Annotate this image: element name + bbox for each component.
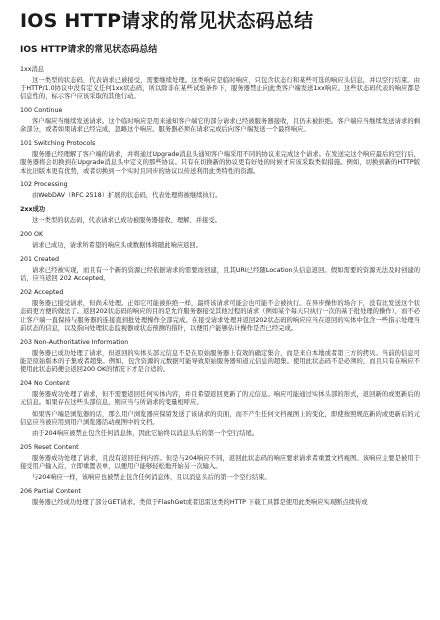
section-paragraph: 这一类型的状态码，代表请求已成功被服务器接收、理解、并接受。	[32, 217, 221, 225]
section-paragraph: 客户端应当继续发送请求。这个临时响应是用来通知客户端它的部分请求已经被服务器接收，且仍未被拒绝。客户端应当继续发送请求的剩余部分，或者如果请求已经完成，忽略这个响应。服务器必须在请求完成后向客户端发送一个最终响应。	[20, 118, 420, 134]
section-heading: 101 Switching Protocols	[20, 139, 96, 147]
document-body	[20, 60, 420, 507]
section-paragraph: 请求已成功，请求所希望的响应头或数据体将随此响应返回。	[32, 242, 203, 250]
section-heading: 205 Reset Content	[20, 443, 79, 451]
section-heading: 201 Created	[20, 255, 59, 263]
section-paragraph: 请求已经被实现，而且有一个新的资源已经依据请求的需要而创建，且其URI已经随Location头信息返回。假如需要的资源无法及时创建的话，应当返回 202 Accepted。	[20, 267, 420, 283]
section-paragraph: 服务器已经理解了客户端的请求，并将通过Upgrade消息头通知客户端采用不同的协议来完成这个请求。在发送完这个响应最后的空行后，服务器将会切换到在Upgrade消息头中定义的那些协议。只有在切换新的协议更有好处的时候才应该采取类似措施。例如，切换到新的HTTP版本比旧版本更有优势，或者切换到一个实时且同步的协议以传送利用此类特性的资源。	[20, 151, 420, 175]
section-paragraph: 服务器成功处理了请求，但不需要返回任何实体内容，并且希望返回更新了的元信息。响应可能通过实体头部的形式，返回新的或更新后的元信息。如果存在这些头部信息，则应当与所请求的变量相呼应。	[20, 391, 420, 407]
section-heading: 100 Continue	[20, 106, 63, 114]
page-title: IOS HTTP请求的常见状态码总结	[20, 10, 314, 32]
document-subtitle: IOS HTTP请求的常见状态码总结	[20, 45, 158, 55]
section-heading: 206 Partial Content	[20, 487, 81, 495]
section-heading: 200 OK	[20, 231, 44, 239]
section-paragraph: 由于204响应被禁止包含任何消息体，因此它始终以消息头后的第一个空行结尾。	[32, 429, 259, 437]
section-heading: 102 Processing	[20, 181, 68, 189]
section-paragraph: 服务器成功处理了请求，且没有返回任何内容。但是与204响应不同，返回此状态码的响应要求请求者重置文档视图。该响应主要是被用于接受用户输入后，立即重置表单，以便用户能够轻松地开始另一次输入。	[20, 454, 420, 471]
section-heading: 203 Non-Authoritative Information	[20, 338, 129, 346]
section-paragraph: 与204响应一样，该响应也被禁止包含任何消息体，且以消息头后的第一个空行结束。	[32, 474, 271, 482]
section-heading: 202 Accepted	[20, 289, 64, 297]
section-heading: 1xx消息	[20, 65, 45, 73]
section-paragraph: 如果客户端是浏览器的话，那么用户浏览器应保留发送了该请求的页面，而不产生任何文档视图上的变化，即使按照规范新的或更新后的元信息应当被应用到用户浏览器活动视图中的文档。	[20, 410, 420, 426]
section-heading: 2xx成功	[20, 206, 46, 214]
section-paragraph: 这一类型的状态码，代表请求已被接受，需要继续处理。这类响应是临时响应，只包含状态行和某些可选的响应头信息，并以空行结束。由于HTTP/1.0协议中没有定义任何1xx状态码，所以除非在某些试验条件下，服务器禁止向此类客户端发送1xx响应。这些状态码代表的响应都是信息性的，标示客户应该采取的其他行动。	[20, 76, 420, 101]
section-paragraph: 服务器已成功处理了请求，但返回的实体头部元信息不是在原始服务器上有效的确定集合，而是来自本地或者第三方的拷贝。当前的信息可能是原始版本的子集或者超集。例如，包含资源的元数据可能导致原始服务器知道元信息的超集。使用此状态码不是必须的，而且只有在响应不使用此状态码便会返回200 OK的情况下才是合适的。	[20, 349, 420, 374]
section-paragraph: 服务器已经成功处理了部分GET请求。类似于FlashGet或者迅雷这类的HTTP 下载工具都是使用此类响应实现断点续传或	[32, 499, 368, 507]
section-paragraph: 由WebDAV（RFC 2518）扩展的状态码，代表处理将被继续执行。	[32, 192, 222, 200]
section-heading: 204 No Content	[20, 379, 70, 387]
section-paragraph: 服务器已接受请求，但尚未处理。正如它可能被拒绝一样，最终该请求可能会也可能不会被执行。在异步操作的场合下，没有比发送这个状态码更方便的做法了。返回202状态码的响应的目的是允许服务器接受其他过程的请求（例如某个每天只执行一次的基于批处理的操作），而不必让客户端一直保持与服务器的连接直到批处理操作全部完成。在接受请求处理并返回202状态码的响应应当在返回的实体中包含一些指示处理当前状态的信息，以及指向处理状态监视器或状态预测的指针，以便用户能够估计操作是否已经完成。	[20, 300, 420, 332]
